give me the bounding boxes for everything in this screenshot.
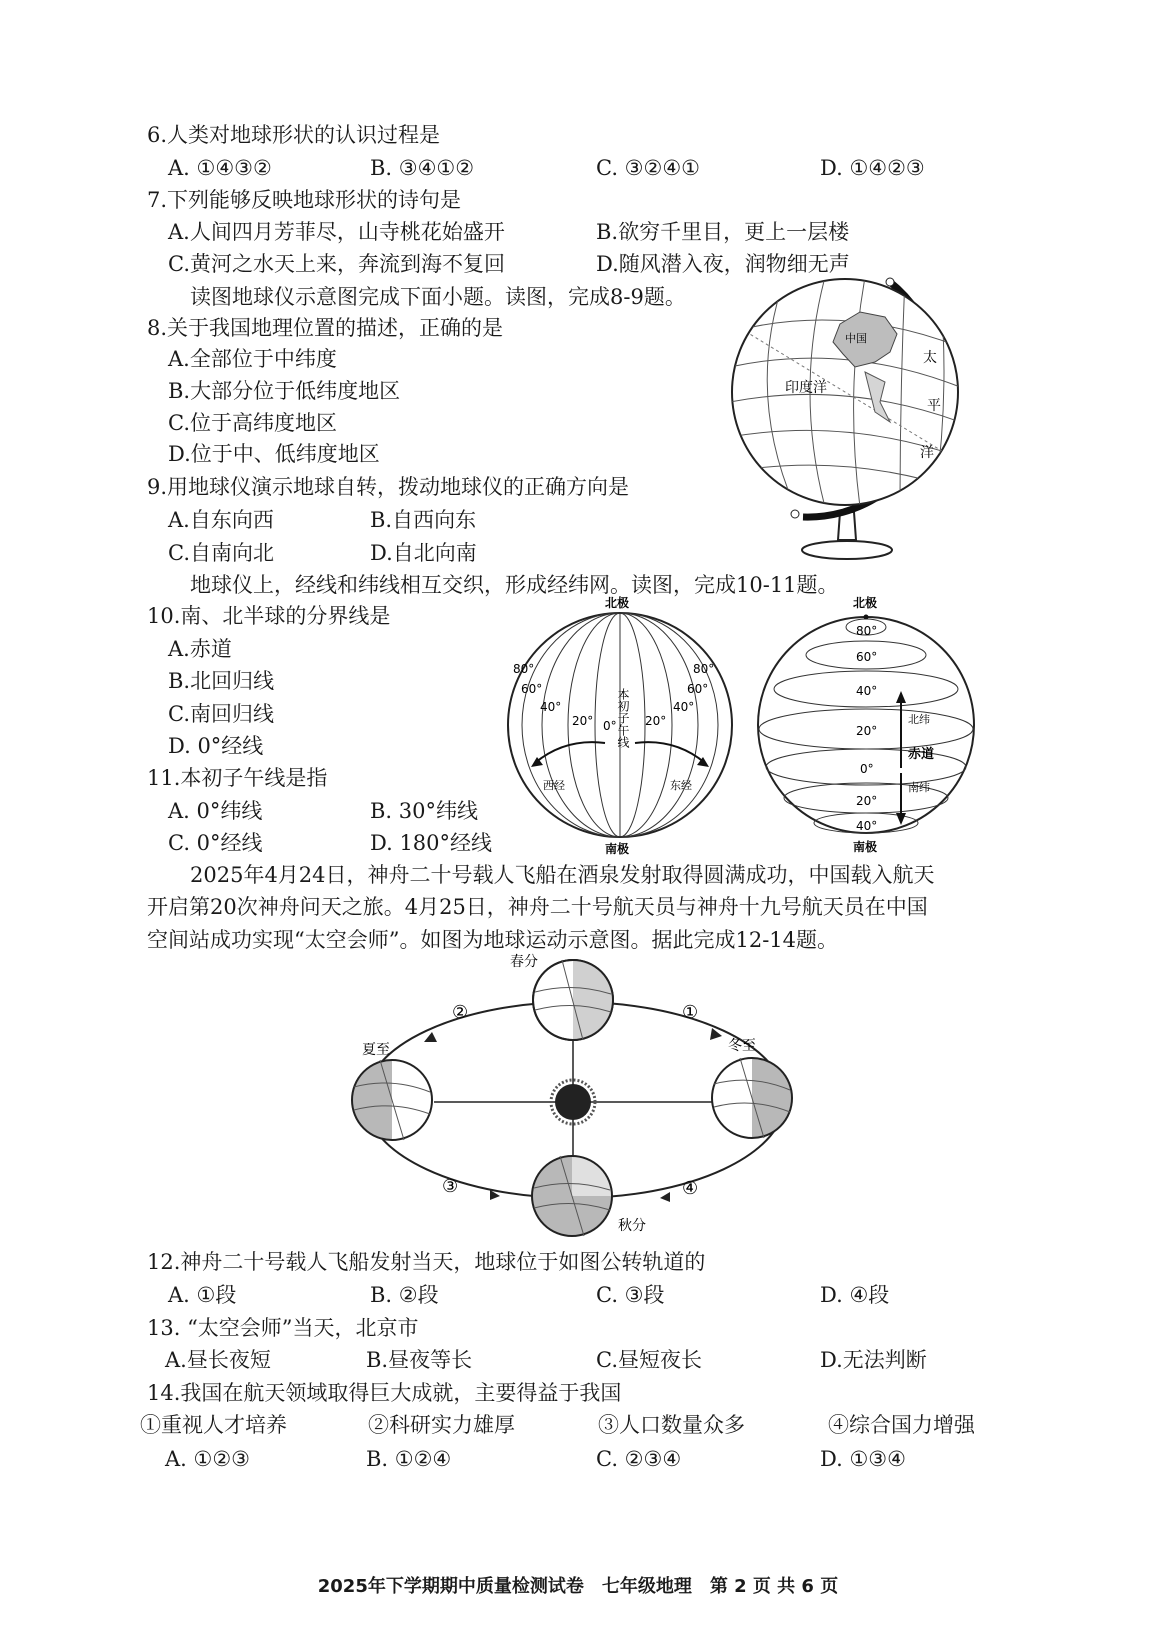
q6-option-b: B. ③④①② — [370, 156, 475, 180]
q9-option-b: B.自西向东 — [370, 508, 477, 532]
right-n60: 60° — [856, 650, 878, 664]
q11-option-b: B. 30°纬线 — [370, 799, 479, 823]
meridian-globe-figure — [495, 593, 745, 858]
left-deg60-w: 60° — [521, 682, 543, 696]
globe-base — [802, 541, 892, 559]
orbit-seg-1: ① — [682, 1002, 699, 1023]
q7-option-c: C.黄河之水天上来，奔流到海不复回 — [168, 252, 505, 276]
orbit-label-summer: 夏至 — [362, 1042, 390, 1058]
passage-line-3: 空间站成功实现“太空会师”。如图为地球运动示意图。据此完成12-14题。 — [147, 928, 839, 952]
q13-option-d: D.无法判断 — [820, 1348, 927, 1372]
left-prime-meridian: 本初子午线 — [616, 688, 630, 748]
globe-label-china: 中国 — [845, 332, 867, 345]
right-south-pole: 南极 — [853, 840, 878, 854]
q13-option-a: A.昼长夜短 — [165, 1348, 271, 1372]
right-zero: 0° — [860, 762, 874, 776]
globe-label-indian-ocean: 印度洋 — [785, 380, 827, 396]
orbit-seg-4: ④ — [682, 1178, 699, 1199]
parallel-globe-figure — [748, 593, 988, 858]
orbit-figure — [340, 952, 810, 1242]
globe-figure — [725, 262, 980, 562]
intro-8-9: 读图地球仪示意图完成下面小题。读图，完成8-9题。 — [190, 285, 686, 309]
sun — [555, 1084, 591, 1120]
right-south-lat: 南纬 — [908, 781, 930, 794]
q14-statement-3: ③人口数量众多 — [598, 1413, 745, 1437]
orbit-label-autumn: 秋分 — [618, 1218, 646, 1234]
right-north-pole: 北极 — [853, 596, 878, 610]
right-north-lat: 北纬 — [908, 713, 930, 726]
left-deg20-e: 20° — [645, 714, 667, 728]
q14-option-d: D. ①③④ — [820, 1447, 906, 1471]
q14-statement-2: ②科研实力雄厚 — [368, 1413, 515, 1437]
left-deg60-e: 60° — [687, 682, 709, 696]
globe-label-pacific-3: 洋 — [920, 445, 934, 461]
q10-stem: 10.南、北半球的分界线是 — [147, 604, 391, 628]
q6-option-a: A. ①④③② — [168, 156, 272, 180]
left-west-lon: 西经 — [543, 779, 565, 792]
q9-option-a: A.自东向西 — [168, 508, 274, 532]
q13-stem: 13. “太空会师”当天，北京市 — [147, 1316, 419, 1340]
globe-label-pacific-2: 平 — [927, 398, 941, 414]
q9-option-c: C.自南向北 — [168, 541, 274, 565]
q11-option-c: C. 0°经线 — [168, 831, 263, 855]
q10-option-c: C.南回归线 — [168, 702, 274, 726]
q8-stem: 8.关于我国地理位置的描述，正确的是 — [147, 316, 504, 340]
q8-option-a: A.全部位于中纬度 — [168, 347, 337, 371]
q8-option-c: C.位于高纬度地区 — [168, 411, 337, 435]
left-east-lon: 东经 — [670, 779, 692, 792]
q13-option-c: C.昼短夜长 — [596, 1348, 702, 1372]
left-deg0: 0° — [603, 719, 617, 733]
q12-option-b: B. ②段 — [370, 1283, 439, 1307]
q12-option-a: A. ①段 — [168, 1283, 237, 1307]
q14-option-b: B. ①②④ — [366, 1447, 452, 1471]
q6-option-c: C. ③②④① — [596, 156, 700, 180]
q11-option-d: D. 180°经线 — [370, 831, 493, 855]
orbit-seg-2: ② — [452, 1002, 469, 1023]
q7-option-b: B.欲穷千里目，更上一层楼 — [596, 220, 850, 244]
passage-line-2: 开启第20次神舟问天之旅。4月25日，神舟二十号航天员与神舟十九号航天员在中国 — [147, 895, 928, 919]
orbit-label-spring: 春分 — [510, 954, 538, 970]
q9-stem: 9.用地球仪演示地球自转，拨动地球仪的正确方向是 — [147, 475, 630, 499]
left-deg80-e: 80° — [693, 662, 715, 676]
q10-option-a: A.赤道 — [168, 637, 232, 661]
q14-option-c: C. ②③④ — [596, 1447, 682, 1471]
q12-option-c: C. ③段 — [596, 1283, 665, 1307]
q14-statement-1: ①重视人才培养 — [140, 1413, 287, 1437]
q10-option-b: B.北回归线 — [168, 669, 275, 693]
q14-statement-4: ④综合国力增强 — [828, 1413, 975, 1437]
q14-option-a: A. ①②③ — [165, 1447, 250, 1471]
left-deg40-w: 40° — [540, 700, 562, 714]
q6-option-d: D. ①④②③ — [820, 156, 925, 180]
right-s40: 40° — [856, 819, 878, 833]
q12-option-d: D. ④段 — [820, 1283, 890, 1307]
page-footer: 2025年下学期期中质量检测试卷 七年级地理 第 2 页 共 6 页 — [317, 1576, 839, 1597]
q8-option-b: B.大部分位于低纬度地区 — [168, 379, 401, 403]
q10-option-d: D. 0°经线 — [168, 734, 264, 758]
right-n40: 40° — [856, 684, 878, 698]
q13-option-b: B.昼夜等长 — [366, 1348, 473, 1372]
right-n20: 20° — [856, 724, 878, 738]
q8-option-d: D.位于中、低纬度地区 — [168, 442, 380, 466]
q14-stem: 14.我国在航天领域取得巨大成就，主要得益于我国 — [147, 1381, 622, 1405]
left-deg80-w: 80° — [513, 662, 535, 676]
orbit-label-winter: 冬至 — [728, 1038, 756, 1054]
right-equator: 赤道 — [908, 747, 935, 762]
passage-line-1: 2025年4月24日，神舟二十号载人飞船在酒泉发射取得圆满成功，中国载入航天 — [190, 863, 935, 887]
orbit-seg-3: ③ — [442, 1176, 459, 1197]
right-n80: 80° — [856, 624, 878, 638]
q6-stem: 6.人类对地球形状的认识过程是 — [147, 123, 441, 147]
q7-stem: 7.下列能够反映地球形状的诗句是 — [147, 188, 462, 212]
q12-stem: 12.神舟二十号载人飞船发射当天，地球位于如图公转轨道的 — [147, 1250, 706, 1274]
q11-stem: 11.本初子午线是指 — [147, 766, 328, 790]
globe-label-pacific-1: 太 — [923, 350, 937, 366]
right-s20: 20° — [856, 794, 878, 808]
intro-10-11: 地球仪上，经线和纬线相互交织，形成经纬网。读图，完成10-11题。 — [190, 573, 839, 597]
q7-option-a: A.人间四月芳菲尽，山寺桃花始盛开 — [168, 220, 505, 244]
left-deg20-w: 20° — [572, 714, 594, 728]
left-north-pole: 北极 — [605, 596, 630, 610]
q11-option-a: A. 0°纬线 — [168, 799, 263, 823]
left-south-pole: 南极 — [605, 842, 630, 856]
q7-option-d: D.随风潜入夜，润物细无声 — [596, 252, 850, 276]
left-deg40-e: 40° — [673, 700, 695, 714]
q9-option-d: D.自北向南 — [370, 541, 477, 565]
